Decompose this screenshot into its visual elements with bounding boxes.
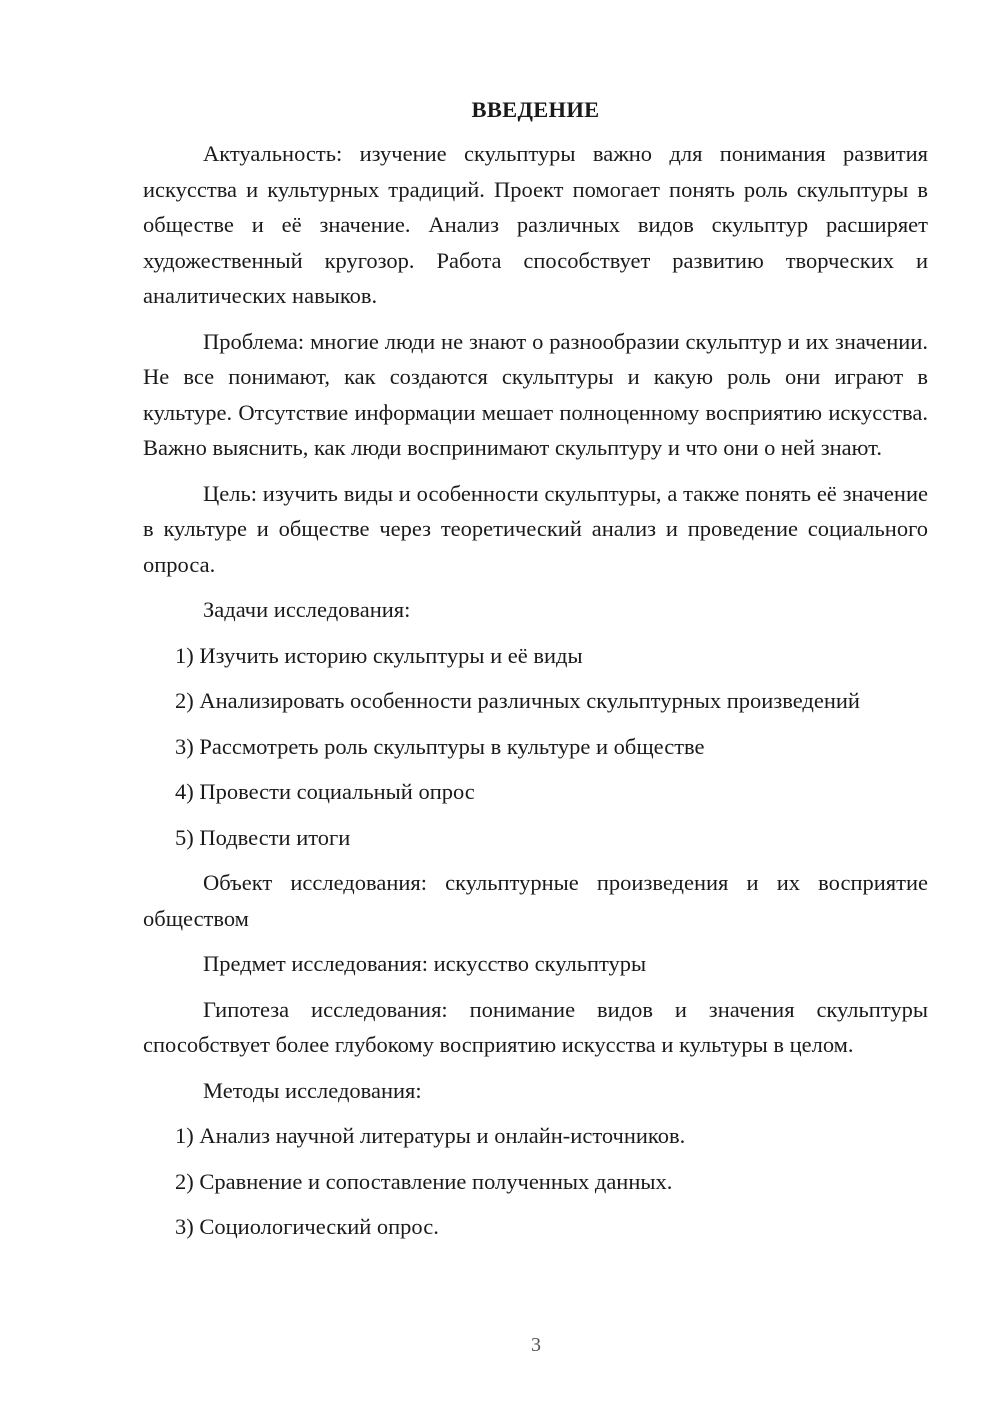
method-item-3: 3) Социологический опрос. (175, 1214, 439, 1239)
method-item-1: 1) Анализ научной литературы и онлайн-источников. (175, 1123, 686, 1148)
task-item-4: 4) Провести социальный опрос (175, 779, 475, 804)
method-item-2: 2) Сравнение и сопоставление полученных данных. (175, 1168, 673, 1194)
problem-paragraph: Проблема: многие люди не знают о разнообразии скульптур и их значении. Не все понимают, как создаются скульптуры и какую роль они играют в культуре. Отсутствие информации мешает полноценному восприятию искусства. Важно выяснить, как люди воспринимают скульптуру и что они о ней знают. (143, 328, 928, 460)
task-item-1: 1) Изучить историю скульптуры и её виды (175, 642, 583, 668)
subject-paragraph: Предмет исследования: искусство скульптуры (203, 951, 647, 976)
page-number: 3 (531, 1334, 541, 1356)
relevance-paragraph: Актуальность: изучение скульптуры важно для понимания развития искусства и культурных традиций. Проект помогает понять роль скульптуры в обществе и её значение. Анализ различных видов скульптур расширяет художественный кругозор. Работа способствует развитию творческих и аналитических навыков. (143, 141, 928, 308)
object-paragraph: Объект исследования: скульптурные произведения и их восприятие обществом (143, 870, 928, 931)
section-heading: ВВЕДЕНИЕ (471, 97, 600, 122)
task-item-2: 2) Анализировать особенности различных скульптурных произведений (175, 688, 860, 713)
task-item-3: 3) Рассмотреть роль скульптуры в культуре и обществе (175, 733, 705, 759)
goal-paragraph: Цель: изучить виды и особенности скульптуры, а также понять её значение в культуре и обществе через теоретический анализ и проведение социального опроса. (143, 480, 928, 577)
page-content (143, 92, 928, 1255)
task-item-5: 5) Подвести итоги (175, 824, 351, 850)
hypothesis-paragraph: Гипотеза исследования: понимание видов и значения скульптуры способствует более глубокому восприятию искусства и культуры в целом. (143, 996, 928, 1057)
tasks-heading: Задачи исследования: (203, 597, 411, 622)
methods-heading: Методы исследования: (203, 1077, 422, 1103)
